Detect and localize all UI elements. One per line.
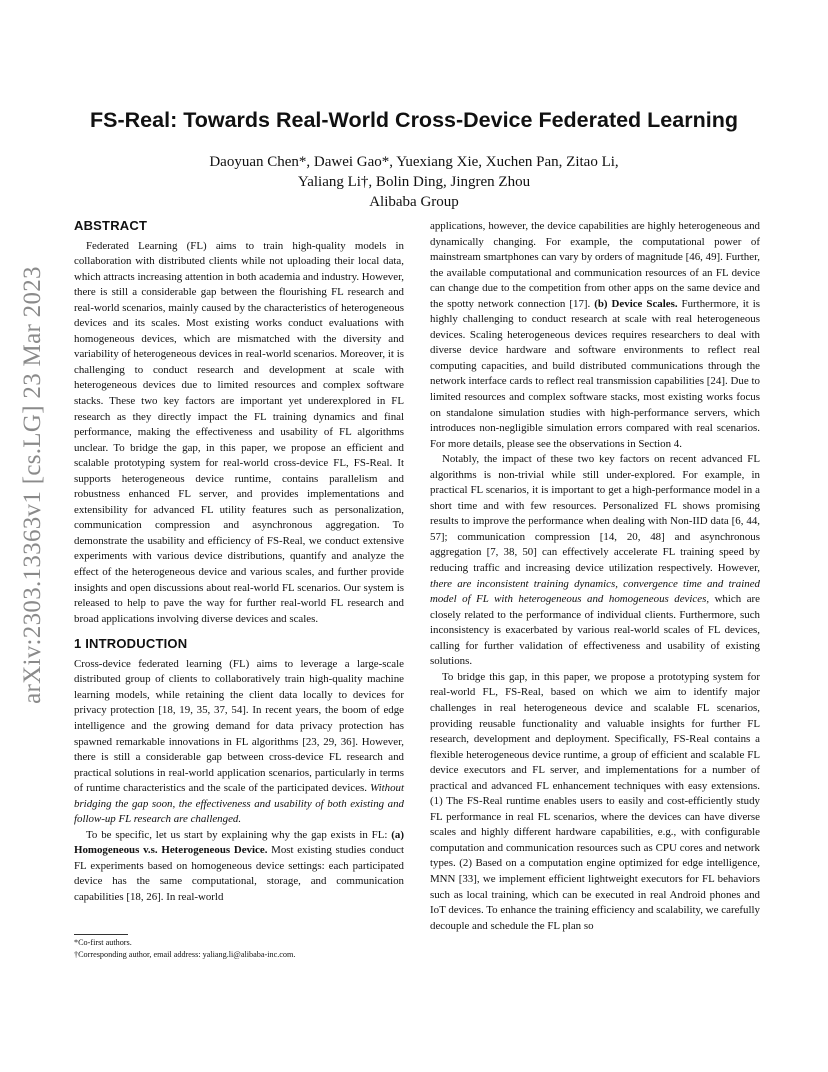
arxiv-stamp — [8, 266, 58, 704]
footnotes — [74, 934, 404, 961]
footnote-co-first: *Co-first authors. — [74, 938, 132, 947]
right-column — [430, 219, 760, 934]
intro-paragraph-5: To bridge this gap, in this paper, we propose a prototyping system for real-world FL, FS-Real, based on which we aim to identify major challenges in real heterogeneous device and scalable FL scenarios, providing reusable functionality and valuable insights for further FL research, development and deployment. Specifically, FS-Real contains a flexible heterogeneous device runtime, a group of efficient and scalable FL device executors and FL server, and implementations for a number of practical and advanced FL enhancement techniques with easy extensions. (1) The FS-Real runtime enables users to easily and cost-efficiently study FL performance in real FL scenarios, where the devices can have diverse scales and highly different hardware capabilities, e.g., with configurable computation and communication resources such as CPU cores and network types. (2) Based on a computation engine optimized for edge intelligence, MNN [33], we implement efficient lightweight executors for FL behaviors such as local training, which can be executed in real Android phones and IoT devices. To enhance the training efficiency and scalability, we carefully decouple and schedule the FL plan so — [430, 670, 760, 932]
intro-emphasis-1: Without bridging the gap soon, the effectiveness and usability of both existing and follow-up FL research are challenged. — [74, 782, 404, 826]
authors-line-1: Daoyuan Chen*, Dawei Gao*, Yuexiang Xie, Xuchen Pan, Zitao Li, — [209, 154, 619, 170]
homogeneous-device-term: (a) Homogeneous v.s. Heterogeneous Device. — [74, 828, 404, 857]
intro-paragraph-1: Cross-device federated learning (FL) aims to leverage a large-scale distributed group of clients to collaboratively train high-quality machine learning models, while retaining the client data locally to devices for privacy protection [18, 19, 35, 37, 54]. In recent years, the boom of edge intelligence and the growing demand for data privacy protection has spawned remarkable innovations in FL algorithms [23, 29, 36]. However, there is still a considerable gap between cross-device FL research and practical solutions in real-world application scenarios, particularly in terms of runtime characteristics and the scale of the participated devices. Without bridging the gap soon, the effectiveness and usability of both existing and follow-up FL research are challenged. — [74, 657, 404, 826]
intro-emphasis-2: there are inconsistent training dynamics, convergence time and trained model of FL with heterogeneous and homogeneous devices, — [430, 577, 760, 606]
affiliation: Alibaba Group — [369, 194, 459, 210]
authors-line-2: Yaliang Li†, Bolin Ding, Jingren Zhou — [297, 174, 531, 190]
abstract-text: Federated Learning (FL) aims to train high-quality models in collaboration with distributed clients while not uploading their local data, which attracts increasing attention in both academia and industry. However, there is still a considerable gap between the flourishing FL research and real-world scenarios, mainly caused by the characteristics of heterogeneous devices and its scales. Most existing works conduct evaluations with homogeneous devices, which are mismatched with the diversity and variability of heterogeneous devices in real-world scenarios. Moreover, it is challenging to conduct research and development at scale with heterogeneous devices due to limited resources and complex software stacks. These two key factors are important yet underexplored in FL research as they directly impact the FL training dynamics and final performance, making the effectiveness and usability of FL algorithms unclear. To bridge the gap, in this paper, we propose an efficient and scalable prototyping system for real-world cross-device FL, FS-Real. It supports heterogeneous device runtime, contains parallelism and robustness enhanced FL server, and provides implementations and extensibility for advanced FL utility features such as personalization, communication compression and asynchronous aggregation. To demonstrate the usability and efficiency of FS-Real, we conduct extensive experiments with various device distributions, quantify and analyze the effect of the heterogeneous device and various scales, and further provide insights and open discussions about real-world FL scenarios. Our system is released to help to pave the way for further real-world FL research and broad applications involving diverse devices and scales. — [74, 239, 405, 625]
left-column — [74, 218, 404, 906]
arxiv-stamp-text: arXiv:2303.13363v1 [cs.LG] 23 Mar 2023 — [19, 266, 46, 704]
abstract-heading: ABSTRACT — [74, 218, 148, 233]
intro-paragraph-4: Notably, the impact of these two key factors on recent advanced FL algorithms is non-trivial while still under-explored. For example, in practical FL scenarios, it is important to get a high-performance model in a short time and with few resources. Personalized FL shows promising results to improve the performance when dealing with Non-IID data [6, 44, 57]; communication compression [14, 20, 48] and asynchronous aggregation [7, 38, 50] can effectively accelerate FL training speed by reducing traffic and increasing device utilization respectively. However, there are inconsistent training dynamics, convergence time and trained model of FL with heterogeneous and homogeneous devices, which are closely related to the performance of individual clients. Furthermore, such inconsistency is exacerbated by various real-world scales of FL devices, calling for further validation of effectiveness and usability of existing solutions. — [430, 453, 760, 668]
paper-title: FS-Real: Towards Real-World Cross-Device Federated Learning — [90, 108, 738, 132]
device-scales-term: (b) Device Scales. — [594, 297, 678, 310]
intro-heading: 1 INTRODUCTION — [74, 636, 188, 652]
author-block — [0, 152, 828, 212]
intro-paragraph-2: To be specific, let us start by explaining why the gap exists in FL: (a) Homogeneous v.s. Heterogeneous Device. Most existing studies conduct FL experiments based on homogeneous device settings: each participated device has the same computational, storage, and communication capabilities [18, 26]. In real-world — [74, 828, 404, 903]
footnote-corresponding: †Corresponding author, email address: yaliang.li@alibaba-inc.com. — [74, 950, 296, 959]
footnote-rule — [74, 934, 128, 935]
intro-paragraph-3: applications, however, the device capabilities are highly heterogeneous and dynamically changing. For example, the computational power of mainstream smartphones can vary by orders of magnitude [46, 49]. Further, the available computational and communication resources of an FL device can change due to the competition from other apps on the same device and the spotty network connection [17]. (b) Device Scales. Furthermore, it is highly challenging to conduct research at scale with real heterogeneous devices. Scaling heterogeneous devices requires researchers to deal with diverse device hardware and software environments to reflect real computing capacities, and build distributed communications through the network interface cards to reflect real transmission capabilities [24]. Due to limited resources and complex software stacks, most existing works focus on standalone simulation studies with high-performance servers, which introduces non-negligible simulation errors compared with real scenarios. For more details, please see the observations in Section 4. — [430, 220, 761, 450]
